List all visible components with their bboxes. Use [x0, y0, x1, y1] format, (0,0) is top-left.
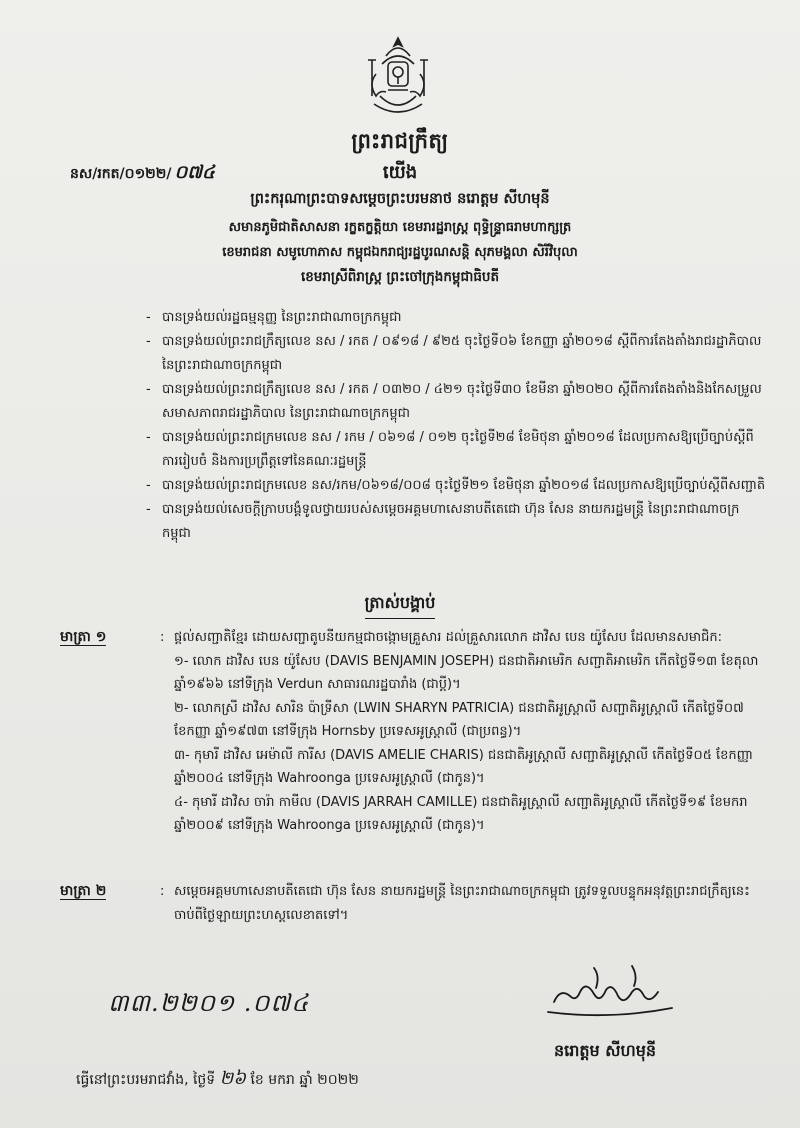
- article-2-body: សម្តេចអគ្គមហាសេនាបតីតេជោ ហ៊ុន សែន នាយករដ្ឋមន្ត្រី នៃព្រះរាជាណាចក្រកម្ពុជា ត្រូវទទួលបន្ទុកអនុវត្តព្រះរាជក្រឹត្យនេះ ចាប់ពីថ្ងៃឡាយព្រះហស្តលេខាតទៅ។: [174, 884, 750, 923]
- reference-number-prefix: នស/រកត/០១២២/: [70, 166, 172, 182]
- royal-signature: [540, 962, 680, 1022]
- member-item: ៣- កុមារី ដាវិស អេម៉ាលី ការីស (DAVIS AMELIE CHARIS) ជនជាតិអូស្ត្រាលី សញ្ជាតិអូស្ត្រាលី កើតថ្ងៃទី០៥ ខែកញ្ញា ឆ្នាំ២០០៤ នៅទីក្រុង Wahroonga ប្រទេសអូស្ត្រាលី (ជាកូន)។: [174, 747, 753, 786]
- king-title-line-3: ខេមរាជនា សមូហោភាស កម្ពុជឯករាជ្យរដ្ឋបូរណសន្តិ សុភមង្គលា សិរីវិបុលា: [222, 245, 578, 260]
- article-1-label-text: មាត្រា ១: [60, 629, 107, 645]
- king-title-line-4: ខេមរាស្រីពិរាស្ត្រ ព្រះចៅក្រុងកម្ពុជាធិបតី: [300, 269, 500, 285]
- decree-heading-text: ត្រាស់បង្គាប់: [365, 592, 436, 619]
- royal-coat-of-arms-icon: [358, 34, 438, 120]
- preamble-item: - បានទ្រង់យល់ព្រះរាជក្រមលេខ នស / រកម / ០៦១៨ / ០១២ ចុះថ្ងៃទី២៨ ខែមិថុនា ឆ្នាំ២០១៨ ដែលប្រកាសឱ្យប្រើច្បាប់ស្តីពីការរៀបចំ និងការប្រព្រឹត្តទៅនៃគណៈរដ្ឋមន្ត្រី: [146, 426, 766, 474]
- place-and-date: [76, 1066, 359, 1093]
- decree-heading: [0, 592, 800, 619]
- king-title-line-2: សមានភូមិជាតិសាសនា រក្ខតក្ខត្តិយា ខេមរារដ្ឋរាស្ត្រ ពុទ្ធិន្ទ្រាធរាមហាក្សត្រ: [228, 220, 572, 235]
- king-title-line-1: ព្រះករុណាព្រះបាទសម្តេចព្រះបរមនាថ នរោត្តម សីហមុនី: [250, 191, 550, 207]
- article-1-body: [174, 626, 760, 838]
- member-item: ១- លោក ដាវិស បេន យ៉ូសែប (DAVIS BENJAMIN JOSEPH) ជនជាតិអាមេរិក សញ្ជាតិអាមេរិក កើតថ្ងៃទី១៣ ខែតុលា ឆ្នាំ១៩៦៦ នៅទីក្រុង Verdun សាធារណរដ្ឋបារាំង (ជាប្តី)។: [174, 653, 759, 692]
- signer-name: នរោត្តម សីហមុនី: [554, 1041, 657, 1060]
- article-1: [60, 626, 760, 838]
- place-prefix: ធ្វើនៅព្រះបរមរាជវាំង, ថ្ងៃទី: [76, 1072, 216, 1088]
- article-2: [60, 880, 760, 927]
- preamble-item: - បានទ្រង់យល់រដ្ឋធម្មនុញ្ញ នៃព្រះរាជាណាចក្រកម្ពុជា: [146, 306, 766, 330]
- day-handwritten: ២៦: [219, 1068, 247, 1089]
- reference-number-handwritten: ០៧៤: [174, 162, 215, 183]
- preamble-item: - បានទ្រង់យល់ព្រះរាជក្រឹត្យលេខ នស / រកត / ០៣២០ / ៤២១ ចុះថ្ងៃទី៣០ ខែមីនា ឆ្នាំ២០២០ ស្តីពីការតែងតាំងនិងកែសម្រួលសមាសភាពរាជរដ្ឋាភិបាល នៃព្រះរាជាណាចក្រកម្ពុជា: [146, 378, 766, 426]
- article-1-label: [60, 626, 155, 650]
- member-item: ២- លោកស្រី ដាវិស សារិន ប៉ាទ្រីសា (LWIN SHARYN PATRICIA) ជនជាតិអូស្ត្រាលី សញ្ជាតិអូស្ត្រាលី កើតថ្ងៃទី០៧ ខែកញ្ញា ឆ្នាំ១៩៧៣ នៅទីក្រុង Hornsby ប្រទេសអូស្ត្រាលី (ជាប្រពន្ធ)។: [174, 700, 744, 739]
- member-item: ៤- កុមារី ដាវិស ចារ៉ា កាមីល (DAVIS JARRAH CAMILLE) ជនជាតិអូស្ត្រាលី សញ្ជាតិអូស្ត្រាលី កើតថ្ងៃទី១៩ ខែមករា ឆ្នាំ២០០៩ នៅទីក្រុង Wahroonga ប្រទេសអូស្ត្រាលី (ជាកូន)។: [174, 794, 748, 833]
- preamble-list: [146, 306, 766, 546]
- place-suffix: ខែ មករា ឆ្នាំ ២០២២: [250, 1072, 359, 1088]
- preamble-item: - បានទ្រង់យល់សេចក្តីក្រាបបង្គំទូលថ្វាយរបស់សម្តេចអគ្គមហាសេនាបតីតេជោ ហ៊ុន សែន នាយករដ្ឋមន្ត្រី នៃព្រះរាជាណាចក្រកម្ពុជា: [146, 498, 766, 546]
- preamble-item: - បានទ្រង់យល់ព្រះរាជក្រមលេខ នស/រកម/០៦១៨/០០៨ ចុះថ្ងៃទី២១ ខែមិថុនា ឆ្នាំ២០១៨ ដែលប្រកាសឱ្យប្រើច្បាប់ស្តីពីសញ្ជាតិ: [146, 474, 766, 498]
- document-title: ព្រះរាជក្រឹត្យ: [351, 129, 449, 153]
- handwritten-number: ៣៣.២២០១ .០៧៤: [108, 989, 310, 1017]
- article-2-label-text: មាត្រា ២: [60, 883, 107, 899]
- we-heading: យើង: [382, 162, 418, 183]
- preamble-item: - បានទ្រង់យល់ព្រះរាជក្រឹត្យលេខ នស / រកត / ០៩១៨ / ៩២៥ ចុះថ្ងៃទី០៦ ខែកញ្ញា ឆ្នាំ២០១៨ ស្តីពីការតែងតាំងរាជរដ្ឋាភិបាល នៃព្រះរាជាណាចក្រកម្ពុជា: [146, 330, 766, 378]
- article-2-label: [60, 880, 155, 904]
- article-1-intro: ផ្តល់សញ្ជាតិខ្មែរ ដោយសញ្ជាតូបនីយកម្មជាចង្កោមគ្រួសារ ដល់គ្រួសារលោក ដាវិស បេន យ៉ូសែប ដែលមានសមាជិក:: [174, 630, 723, 645]
- member-list: [174, 650, 760, 838]
- article-colon: :: [160, 884, 165, 899]
- article-colon: :: [160, 630, 165, 645]
